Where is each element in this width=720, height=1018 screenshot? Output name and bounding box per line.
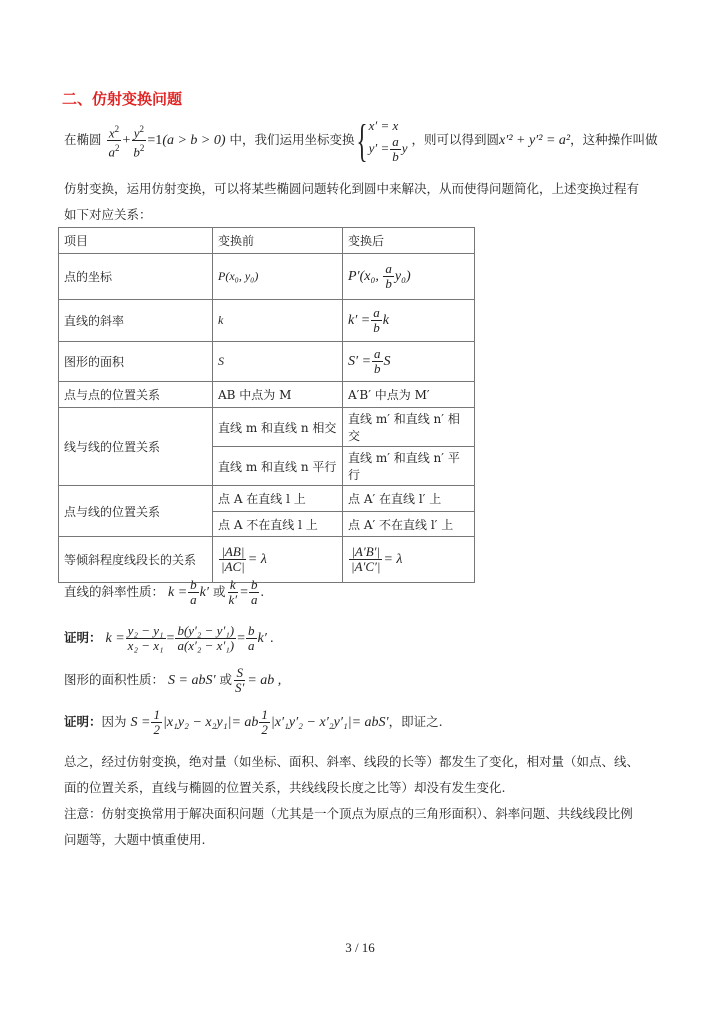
cell-before: S <box>213 342 343 382</box>
summary-line-2: 面的位置关系，直线与椭圆的位置关系，共线线段长度之比等）却没有发生变化. <box>64 780 506 795</box>
ellipse-frac-x: $\frac{x^2}{a^2}$ <box>108 123 120 160</box>
cell-before: 点 A 不在直线 l 上 <box>213 512 343 537</box>
summary-line-1: 总之，经过仿射变换，绝对量（如坐标、面积、斜率、线段的长等）都发生了变化，相对量（如点、线、 <box>64 754 640 769</box>
header-before: 变换前 <box>213 228 343 254</box>
note-line-1: 注意：仿射变换常用于解决面积问题（尤其是一个顶点为原点的三角形面积）、斜率问题、共线线段比例 <box>64 806 633 821</box>
area-property-label: 图形的面积性质： <box>64 672 165 687</box>
intro-line-1: 在椭圆 $\frac{x^2}{a^2}$ + $\frac{y^2}{b^2}$ =1(a > b > 0) 中，我们运用坐标变换{ x′ = x y′ = $\frac{a}{b}$ y ，则可以得到圆x′² + y′² = a²，这种操作叫做 <box>64 114 658 166</box>
cell-after: $\frac{|A'B'|}{|A'C'|}$ = λ <box>343 537 475 583</box>
cell-before: 直线 m 和直线 n 相交 <box>213 408 343 447</box>
cell-after: S′ = $\frac{a}{b}$ S <box>343 342 475 382</box>
ellipse-frac-y: $\frac{y^2}{b^2}$ <box>133 123 145 160</box>
intro-line-2: 仿射变换，运用仿射变换，可以将某些椭圆问题转化到圆中来解决，从而使得问题简化，上述变换过程有 <box>64 181 640 196</box>
slope-property-label: 直线的斜率性质： <box>64 584 165 599</box>
slope-proof: 证明： k = $\frac{\text{y₂ − y₁}}{\text{x₂ − x₁}}$ = $\frac{\text{b(y′₂ − y′₁)}}{\text{a(x′₂ − x′₁)}}$ = $\frac{b}{a}$ k′ . <box>64 623 274 653</box>
note-line-2: 问题等，大题中慎重使用. <box>64 832 206 847</box>
intro-text-c: ，则可以得到圆 <box>411 132 500 147</box>
ellipse-rhs: =1 <box>147 133 163 148</box>
cell-before: AB 中点为 M <box>213 382 343 408</box>
cell-before: k <box>213 300 343 342</box>
sys-line-2: y′ = $\frac{a}{b}$ y <box>368 134 408 164</box>
ellipse-condition: (a > b > 0) <box>162 133 226 148</box>
table-row <box>59 254 475 300</box>
cell-before: $\frac{|AB|}{|AC|}$ = λ <box>213 537 343 583</box>
table-row <box>59 486 475 512</box>
intro-text-b: 中，我们运用坐标变换 <box>229 132 355 147</box>
correspondence-table <box>58 227 475 583</box>
area-property: 图形的面积性质： S = abS′ 或 $\frac{S}{S'}$ = ab , <box>64 665 282 695</box>
row-label: 图形的面积 <box>59 342 213 382</box>
proof-label: 证明： <box>64 630 102 645</box>
cell-before: 直线 m 和直线 n 平行 <box>213 447 343 486</box>
cell-after: k′ = $\frac{a}{b}$ k <box>343 300 475 342</box>
cell-before: P(x₀, y₀) <box>213 254 343 300</box>
table-row <box>59 408 475 447</box>
table-row <box>59 342 475 382</box>
area-proof: 证明：因为 S = $\frac{1}{2}$ |x₁y₂ − x₂y₁|= ab $\frac{1}{2}$ |x′₁y′₂ − x′₂y′₁|= abS′，即证之. <box>64 707 443 737</box>
section-title: 二、仿射变换问题 <box>62 90 183 108</box>
cell-after: 直线 m′ 和直线 n′ 平行 <box>343 447 475 486</box>
circle-equation: x′² + y′² = a² <box>499 133 571 148</box>
intro-text-d: ，这种操作叫做 <box>570 132 658 147</box>
slope-property: 直线的斜率性质： k = $\frac{b}{a}$ k′ 或 $\frac{k}{k'}$ = $\frac{b}{a}$ . <box>64 577 264 607</box>
table-row <box>59 537 475 583</box>
header-item: 项目 <box>59 228 213 254</box>
cell-before: 点 A 在直线 l 上 <box>213 486 343 512</box>
cell-after: A′B′ 中点为 M′ <box>343 382 475 408</box>
table-row <box>59 300 475 342</box>
sys-line-1: x′ = x <box>368 118 399 133</box>
left-brace: { <box>356 114 368 166</box>
table-header-row <box>59 228 475 254</box>
row-label: 点的坐标 <box>59 254 213 300</box>
proof-label: 证明： <box>64 714 102 729</box>
intro-line-3: 如下对应关系： <box>64 207 152 222</box>
row-label: 点与点的位置关系 <box>59 382 213 408</box>
row-label: 直线的斜率 <box>59 300 213 342</box>
row-label: 线与线的位置关系 <box>59 408 213 486</box>
header-after: 变换后 <box>343 228 475 254</box>
cell-after: P′(x₀, $\frac{a}{b}$ y₀) <box>343 254 475 300</box>
intro-text-a: 在椭圆 <box>64 132 102 147</box>
table-row <box>59 382 475 408</box>
cell-after: 直线 m′ 和直线 n′ 相交 <box>343 408 475 447</box>
transform-system <box>369 117 408 164</box>
page-number: 3 / 16 <box>345 940 375 955</box>
cell-after: 点 A′ 不在直线 l′ 上 <box>343 512 475 537</box>
row-label: 等倾斜程度线段长的关系 <box>59 537 213 583</box>
cell-after: 点 A′ 在直线 l′ 上 <box>343 486 475 512</box>
row-label: 点与线的位置关系 <box>59 486 213 537</box>
